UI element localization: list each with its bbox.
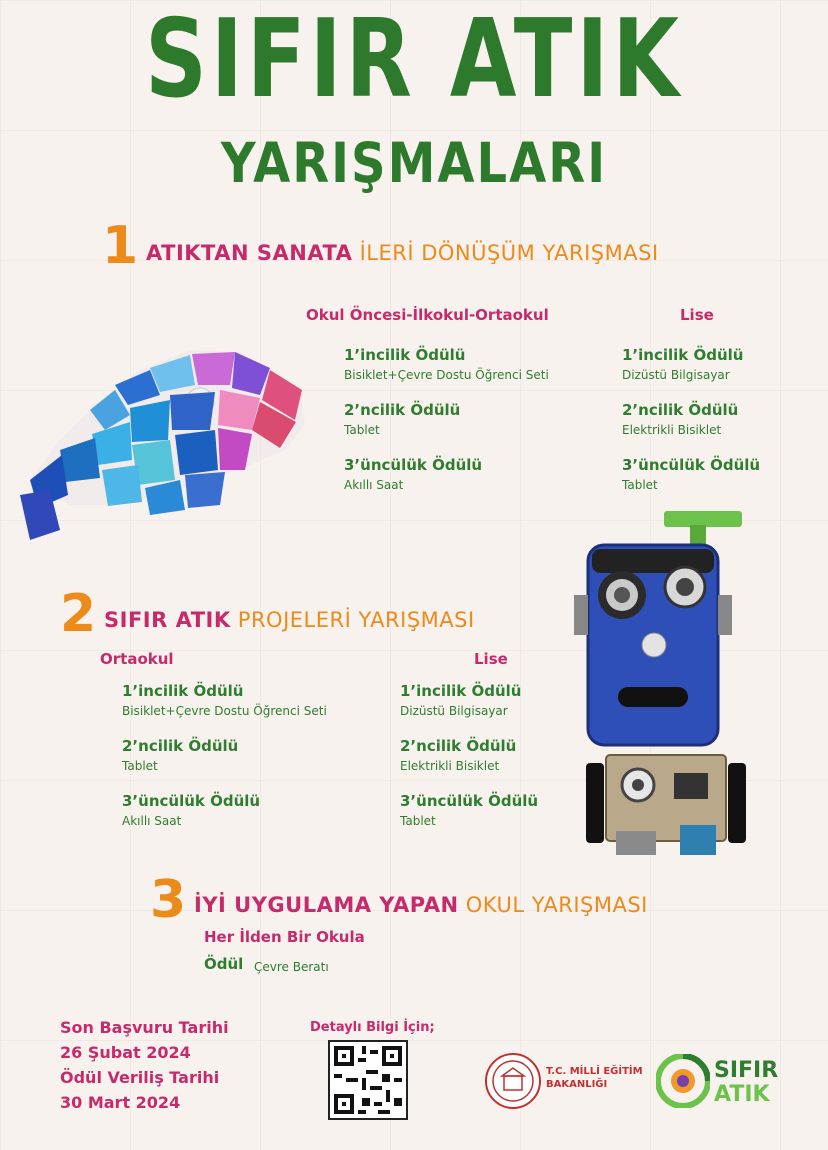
prize-value: Akıllı Saat [344, 478, 404, 492]
prize-title: 1’incilik Ödülü [400, 682, 522, 700]
prize-title: 1’incilik Ödülü [622, 346, 744, 364]
qr-code[interactable] [328, 1040, 408, 1120]
section1-category-1: Okul Öncesi-İlkokul-Ortaokul [306, 306, 549, 324]
section2-col1-prizes [122, 682, 327, 828]
section1-number: 1 [102, 216, 139, 276]
prize-title: 3’üncülük Ödülü [400, 792, 539, 810]
dates-block [60, 1018, 229, 1112]
section3-number: 3 [150, 870, 187, 930]
recycled-robot-image [570, 505, 750, 865]
qr-code-icon [330, 1042, 406, 1118]
poster-title: SIFIR ATIK [144, 0, 684, 123]
award-date-label: Ödül Veriliş Tarihi [60, 1068, 220, 1087]
prize-value: Elektrikli Bisiklet [622, 423, 722, 437]
prize-value: Bisiklet+Çevre Dostu Öğrenci Seti [344, 368, 549, 382]
section3-award-label: Ödül [204, 955, 244, 973]
section2-heading-bold: SIFIR ATIK [104, 608, 231, 632]
section1-col2-prizes [622, 346, 760, 492]
recycled-fish-image [20, 330, 320, 550]
zero-waste-logo-icon [656, 1054, 710, 1108]
deadline-label: Son Başvuru Tarihi [60, 1018, 229, 1037]
prize-value: Dizüstü Bilgisayar [400, 704, 508, 718]
prize-value: Tablet [122, 759, 158, 773]
prize-value: Tablet [344, 423, 380, 437]
prize-title: 2’ncilik Ödülü [622, 401, 739, 419]
section3-heading-bold: İYİ UYGULAMA YAPAN [194, 893, 459, 917]
poster-subtitle: YARIŞMALARI [220, 131, 608, 196]
section3-heading-rest: OKUL YARIŞMASI [458, 893, 648, 917]
prize-title: 1’incilik Ödülü [122, 682, 244, 700]
ministry-name [546, 1066, 643, 1091]
section2-category-2: Lise [474, 650, 508, 668]
ministry-seal-icon [484, 1052, 542, 1110]
info-label: Detaylı Bilgi İçin; [310, 1020, 435, 1035]
prize-title: 3’üncülük Ödülü [122, 792, 261, 810]
section2-category-1: Ortaokul [100, 650, 174, 668]
section2-number: 2 [60, 584, 97, 644]
deadline-date: 26 Şubat 2024 [60, 1043, 191, 1062]
prize-value: Bisiklet+Çevre Dostu Öğrenci Seti [122, 704, 327, 718]
prize-title: 1’incilik Ödülü [344, 346, 466, 364]
section1-heading-bold: ATIKTAN SANATA [146, 241, 353, 265]
section2-heading-rest: PROJELERİ YARIŞMASI [230, 608, 475, 632]
section1-col1-prizes [344, 346, 549, 492]
prize-value: Tablet [622, 478, 658, 492]
ministry-line2: BAKANLIĞI [546, 1078, 608, 1090]
section1-heading-rest: İLERİ DÖNÜŞÜM YARIŞMASI [352, 241, 659, 265]
section3-subtitle: Her İlden Bir Okula [204, 928, 365, 946]
prize-value: Akıllı Saat [122, 814, 182, 828]
prize-title: 2’ncilik Ödülü [344, 401, 461, 419]
prize-value: Tablet [400, 814, 436, 828]
award-date: 30 Mart 2024 [60, 1093, 181, 1112]
section1-category-2: Lise [680, 306, 714, 324]
section1-heading [146, 243, 659, 264]
section3-award-value: Çevre Beratı [254, 960, 329, 974]
prize-title: 3’üncülük Ödülü [622, 456, 761, 474]
prize-title: 3’üncülük Ödülü [344, 456, 483, 474]
prize-title: 2’ncilik Ödülü [400, 737, 517, 755]
brand-line2: ATIK [714, 1082, 770, 1107]
prize-value: Dizüstü Bilgisayar [622, 368, 730, 382]
section2-heading [104, 610, 475, 631]
section2-col2-prizes [400, 682, 538, 828]
prize-value: Elektrikli Bisiklet [400, 759, 500, 773]
prize-title: 2’ncilik Ödülü [122, 737, 239, 755]
ministry-line1: T.C. MİLLİ EĞİTİM [546, 1066, 643, 1077]
section3-heading [194, 895, 648, 916]
brand-line1: SIFIR [714, 1058, 779, 1083]
